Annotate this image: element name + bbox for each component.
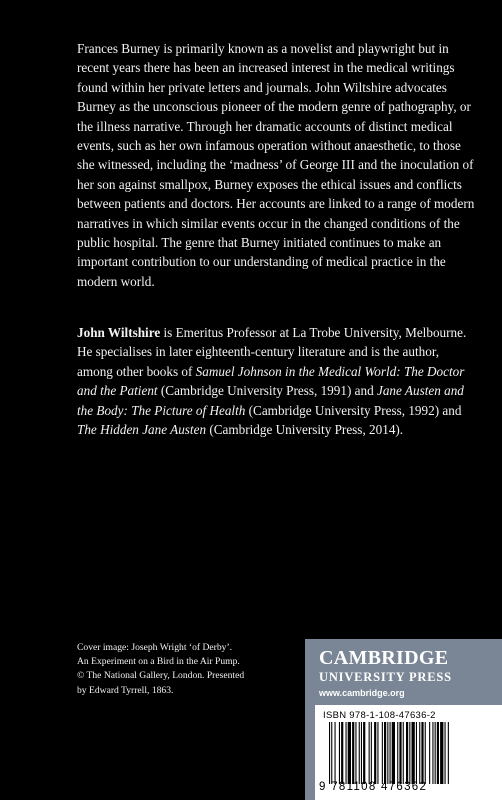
credit-line-3: © The National Gallery, London. Presented: [77, 670, 245, 682]
bio-text-2: (Cambridge University Press, 1991) and: [157, 383, 377, 399]
credit-line-4: by Edward Tyrrell, 1863.: [77, 684, 174, 696]
book-title-1: Samuel Johnson in the Medical World: The Doctor and the Patient: [77, 363, 465, 399]
author-name: John Wiltshire: [77, 325, 161, 340]
author-bio: [77, 323, 477, 439]
barcode-digits: 9 781108 476362: [319, 781, 428, 793]
credit-line-1: Cover image: Joseph Wright ‘of Derby’.: [77, 642, 233, 653]
cover-image-credit: [77, 641, 257, 698]
bio-text-1: is Emeritus Professor at La Trobe University, Melbourne. He specialises in later eighteenth-century literature and is the author, among other books of: [77, 325, 467, 379]
credit-line-2: An Experiment on a Bird in the Air Pump.: [77, 656, 240, 668]
book-title-2: Jane Austen and the Body: The Picture of Health: [77, 383, 464, 418]
bio-text-4: (Cambridge University Press, 2014).: [206, 422, 404, 438]
isbn-label: ISBN 978-1-108-47636-2: [323, 710, 436, 721]
publisher-url: www.cambridge.org: [319, 688, 405, 698]
publisher-logo-press: UNIVERSITY PRESS: [319, 670, 452, 684]
publisher-logo-name: CAMBRIDGE: [319, 647, 449, 669]
publisher-panel: [305, 639, 502, 800]
book-title-3: The Hidden Jane Austen: [77, 422, 207, 438]
bio-text-3: (Cambridge University Press, 1992) and: [245, 402, 462, 418]
back-cover-blurb: Frances Burney is primarily known as a novelist and playwright but in recent years there has been an increased interest in the medical writings found within her private letters and journals. John Wiltshire advocates Burney as the unconscious pioneer of the modern genre of pathography, or the illness narrative. Through her dramatic accounts of distinct medical events, such as her own infamous operation without anaesthetic, to those she witnessed, including the ‘madness’ of George III and the inoculation of her son against smallpox, Burney exposes the ethical issues and conflicts between patients and doctors. Her accounts are linked to a range of modern narratives in which similar events occur in the changed conditions of the public hospital. The genre that Burney initiated continues to make an important contribution to our understanding of medical practice in the modern world.: [77, 41, 475, 289]
barcode-bars: [329, 722, 495, 784]
barcode-box: [315, 705, 502, 800]
